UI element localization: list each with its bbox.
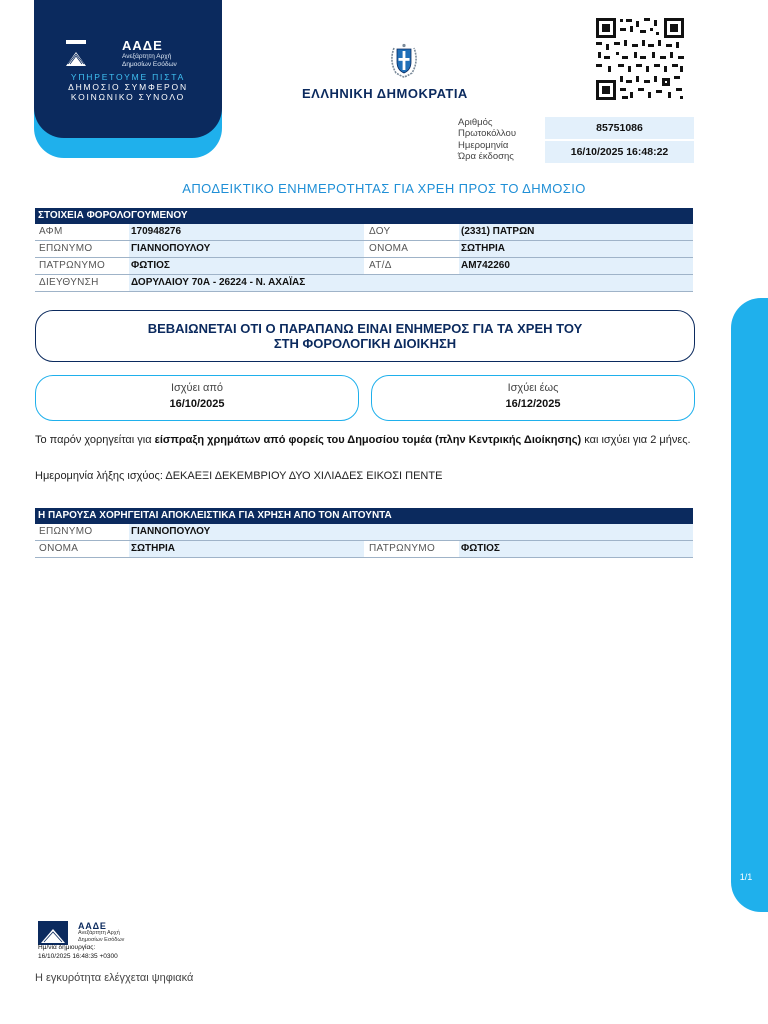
purpose-paragraph: Το παρόν χορηγείται για είσπραξη χρημάτων από φορείς του Δημοσίου τομέα (πλην Κεντρικής Διοίκησης) και ισχύει για 2 μήνες. xyxy=(35,434,691,446)
logo-subtitle: Ανεξάρτητη Αρχή Δημοσίων Εσόδων xyxy=(122,53,177,68)
page-number: 1/1 xyxy=(739,872,753,882)
creation-date-label: Ημ/νία δημιουργίας: xyxy=(38,944,96,951)
taxpayer-table xyxy=(35,208,693,292)
applicant-father-value: ΦΩΤΙΟΣ xyxy=(461,543,500,554)
applicant-name-value: ΣΩΤΗΡΙΑ xyxy=(131,543,176,554)
applicant-father-label: ΠΑΤΡΩΝΥΜΟ xyxy=(369,543,436,554)
creation-date: 16/10/2025 16:48:35 +0300 xyxy=(38,953,118,960)
applicant-table xyxy=(35,508,693,558)
afm-label: ΑΦΜ xyxy=(39,226,63,237)
aade-logo-block xyxy=(34,0,222,158)
qr-code-icon[interactable] xyxy=(594,16,686,102)
valid-from-label: Ισχύει από xyxy=(170,382,224,394)
certification-line-1: ΒΕΒΑΙΩΝΕΤΑΙ ΟΤΙ Ο ΠΑΡΑΠΑΝΩ ΕΙΝΑΙ ΕΝΗΜΕΡΟΣ ΓΙΑ ΤΑ ΧΡΕΗ ΤΟΥ xyxy=(147,321,583,336)
decorative-side-bar xyxy=(731,298,768,912)
issue-date: 16/10/2025 16:48:22 xyxy=(545,141,694,163)
afm-value: 170948276 xyxy=(131,226,182,237)
name-value: ΣΩΤΗΡΙΑ xyxy=(461,243,506,254)
applicant-table-header: Η ΠΑΡΟΥΣΑ ΧΟΡΗΓΕΙΤΑΙ ΑΠΟΚΛΕΙΣΤΙΚΑ ΓΙΑ ΧΡΗΣΗ ΑΠΟ ΤΟΝ ΑΙΤΟΥΝΤΑ xyxy=(35,508,693,524)
aade-logo-icon xyxy=(66,40,86,66)
certification-box xyxy=(35,310,695,362)
table-row xyxy=(35,241,693,258)
purpose-text: είσπραξη χρημάτων από φορείς του Δημοσίου τομέα (πλην Κεντρικής Διοίκησης) xyxy=(154,434,582,446)
doy-value: (2331) ΠΑΤΡΩΝ xyxy=(461,226,535,237)
certification-line-2: ΣΤΗ ΦΟΡΟΛΟΓΙΚΗ ΔΙΟΙΚΗΣΗ xyxy=(273,336,457,351)
footer-logo-subtitle: Ανεξάρτητη Αρχή Δημοσίων Εσόδων xyxy=(78,930,125,943)
valid-from-date: 16/10/2025 xyxy=(169,398,225,410)
republic-title: ΕΛΛΗΝΙΚΗ ΔΗΜΟΚΡΑΤΙΑ xyxy=(302,86,468,101)
table-row xyxy=(35,524,693,541)
footer-aade-logo-icon xyxy=(38,921,68,945)
doy-label: ΔΟΥ xyxy=(369,226,391,237)
father-name-label: ΠΑΤΡΩΝΥΜΟ xyxy=(39,260,106,271)
validity-note: Η εγκυρότητα ελέγχεται ψηφιακά xyxy=(35,972,194,984)
father-name-value: ΦΩΤΙΟΣ xyxy=(131,260,170,271)
issue-date-label: Ημερομηνία Ώρα έκδοσης xyxy=(458,140,514,162)
greek-emblem-icon xyxy=(382,42,426,80)
surname-label: ΕΠΩΝΥΜΟ xyxy=(39,243,93,254)
id-label: ΑΤ/Δ xyxy=(369,260,392,271)
applicant-surname-label: ΕΠΩΝΥΜΟ xyxy=(39,526,93,537)
protocol-number: 85751086 xyxy=(545,117,694,139)
id-value: ΑΜ742260 xyxy=(461,260,510,271)
logo-background-dark xyxy=(34,0,222,138)
address-value: ΔΟΡΥΛΑΙΟΥ 70Α - 26224 - Ν. ΑΧΑΪΑΣ xyxy=(131,277,306,288)
valid-to-date: 16/12/2025 xyxy=(505,398,561,410)
valid-to-label: Ισχύει έως xyxy=(507,382,559,394)
protocol-number-label: Αριθμός Πρωτοκόλλου xyxy=(458,117,517,139)
document-title: ΑΠΟΔΕΙΚΤΙΚΟ ΕΝΗΜΕΡΟΤΗΤΑΣ ΓΙΑ ΧΡΕΗ ΠΡΟΣ ΤΟ ΔΗΜΟΣΙΟ xyxy=(182,181,586,196)
logo-name: ΑΑΔΕ xyxy=(122,38,163,53)
table-row xyxy=(35,224,693,241)
address-label: ΔΙΕΥΘΥΝΣΗ xyxy=(39,277,99,288)
name-label: ΟΝΟΜΑ xyxy=(369,243,409,254)
applicant-name-label: ΟΝΟΜΑ xyxy=(39,543,79,554)
table-row xyxy=(35,275,693,292)
valid-to-box xyxy=(371,375,695,421)
applicant-surname-value: ΓΙΑΝΝΟΠΟΥΛΟΥ xyxy=(131,526,211,537)
footer-logo-name: ΑΑΔΕ xyxy=(78,921,107,931)
expiry-paragraph: Ημερομηνία λήξης ισχύος: ΔΕΚΑΕΞΙ ΔΕΚΕΜΒΡΙΟΥ ΔΥΟ ΧΙΛΙΑΔΕΣ ΕΙΚΟΣΙ ΠΕΝΤΕ xyxy=(35,470,443,482)
taxpayer-table-header: ΣΤΟΙΧΕΙΑ ΦΟΡΟΛΟΓΟΥΜΕΝΟΥ xyxy=(35,208,693,224)
table-row xyxy=(35,541,693,558)
motto: ΥΠΗΡΕΤΟΥΜΕ ΠΙΣΤΑ ΔΗΜΟΣΙΟ ΣΥΜΦΕΡΟΝ ΚΟΙΝΩΝΙΚΟ ΣΥΝΟΛΟ xyxy=(68,72,188,102)
valid-from-box xyxy=(35,375,359,421)
table-row xyxy=(35,258,693,275)
surname-value: ΓΙΑΝΝΟΠΟΥΛΟΥ xyxy=(131,243,211,254)
